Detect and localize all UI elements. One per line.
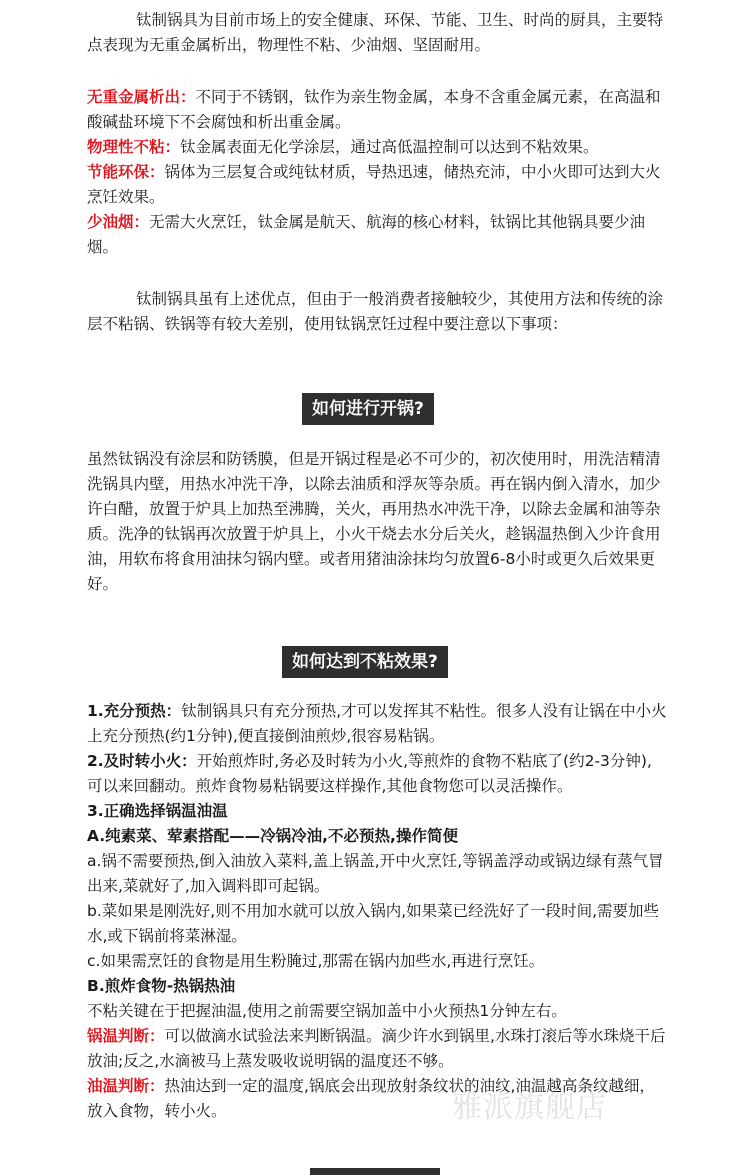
intro-paragraph: 钛制锅具为目前市场上的安全健康、环保、节能、卫生、时尚的厨具，主要特点表现为无重金属析出，物理性不粘、少油烟、坚固耐用。 xyxy=(87,11,664,54)
feature-label: 物理性不粘： xyxy=(87,138,181,156)
feature-text: 无需大火烹饪，钛金属是航天、航海的核心材料，钛锅比其他锅具要少油烟。 xyxy=(87,213,646,256)
tip-text: 开始煎炸时,务必及时转为小火,等煎炸的食物不粘底了(约2-3分钟),可以来回翻动。煎炸食物易粘锅要这样操作,其他食物您可以灵活操作。 xyxy=(87,752,652,795)
tip-low-heat xyxy=(87,749,667,799)
feature-text: 钛金属表面无化学涂层，通过高低温控制可以达到不粘效果。 xyxy=(180,138,599,156)
intro-paragraph-2: 钛制锅具虽有上述优点，但由于一般消费者接触较少，其使用方法和传统的涂层不粘锅、铁锅等有较大差别，使用钛锅烹饪过程中要注意以下事项： xyxy=(87,290,664,333)
subsection-a-item-a: a.锅不需要预热,倒入油放入菜料,盖上锅盖,开中火烹饪,等锅盖浮动或锅边绿有蒸气冒出来,菜就好了,加入调料即可起锅。 xyxy=(87,852,664,895)
feature-label: 节能环保： xyxy=(87,163,165,181)
feature-label: 少油烟： xyxy=(87,213,150,231)
seasoning-paragraph: 虽然钛锅没有涂层和防锈膜，但是开锅过程是必不可少的，初次使用时，用洗洁精清洗锅具内壁，用热水冲洗干净，以除去油质和浮灰等杂质。再在锅内倒入清水，加少许白醋，放置于炉具上加热至沸腾，关火，再用热水冲洗干净，以除去金属和油等杂质。洗净的钛锅再次放置于炉具上，小火干烧去水分后关火，趁锅温热倒入少许食用油，用软布将食用油抹匀锅内壁。或者用猪油涂抹均匀放置6-8小时或更久后效果更好。 xyxy=(87,450,661,593)
feature-less-smoke xyxy=(87,210,667,260)
judgement-text: 热油达到一定的温度,锅底会出现放射条纹状的油纹,油温越高条纹越细，放入食物，转小火。 xyxy=(87,1077,655,1120)
feature-non-stick xyxy=(87,135,667,160)
next-section-heading-edge xyxy=(310,1168,440,1175)
judgement-label: 油温判断： xyxy=(87,1077,165,1095)
feature-no-heavy-metal xyxy=(87,85,667,135)
judgement-label: 锅温判断： xyxy=(87,1027,165,1045)
subsection-b-text: 不粘关键在于把握油温,使用之前需要空锅加盖中小火预热1分钟左右。 xyxy=(87,1002,567,1020)
pan-temp-judgement xyxy=(87,1024,667,1074)
section-heading-seasoning: 如何进行开锅? xyxy=(302,393,434,425)
subsection-a-item-c: c.如果需烹饪的食物是用生粉腌过,那需在锅内加些水,再进行烹饪。 xyxy=(87,952,545,970)
store-watermark: 雅派旗舰店 xyxy=(452,1090,607,1125)
subsection-a-item-b: b.菜如果是刚洗好,则不用加水就可以放入锅内,如果菜已经洗好了一段时间,需要加些水,或下锅前将菜淋湿。 xyxy=(87,902,660,945)
section-heading-non-stick: 如何达到不粘效果? xyxy=(282,646,448,678)
judgement-text: 可以做滴水试验法来判断锅温。滴少许水到锅里,水珠打滚后等水珠烧干后放油;反之,水滴被马上蒸发吸收说明锅的温度还不够。 xyxy=(87,1027,666,1070)
feature-energy-saving xyxy=(87,160,667,210)
tip-label: 1.充分预热： xyxy=(87,702,182,720)
tip-temperature-title: 3.正确选择锅温油温 xyxy=(87,802,228,820)
feature-text: 锅体为三层复合或纯钛材质，导热迅速，储热充沛，中小火即可达到大火烹饪效果。 xyxy=(87,163,661,206)
tip-label: 2.及时转小火： xyxy=(87,752,197,770)
tip-preheat xyxy=(87,699,667,749)
tip-text: 钛制锅具只有充分预热,才可以发挥其不粘性。很多人没有让锅在中小火上充分预热(约1分钟),便直接倒油煎炒,很容易粘锅。 xyxy=(87,702,667,745)
subsection-b-title: B.煎炸食物-热锅热油 xyxy=(87,977,236,995)
feature-text: 不同于不锈钢，钛作为亲生物金属，本身不含重金属元素，在高温和酸碱盐环境下不会腐蚀和析出重金属。 xyxy=(87,88,661,131)
subsection-a-title: A.纯素菜、荤素搭配——冷锅冷油,不必预热,操作简便 xyxy=(87,827,458,845)
feature-label: 无重金属析出： xyxy=(87,88,196,106)
